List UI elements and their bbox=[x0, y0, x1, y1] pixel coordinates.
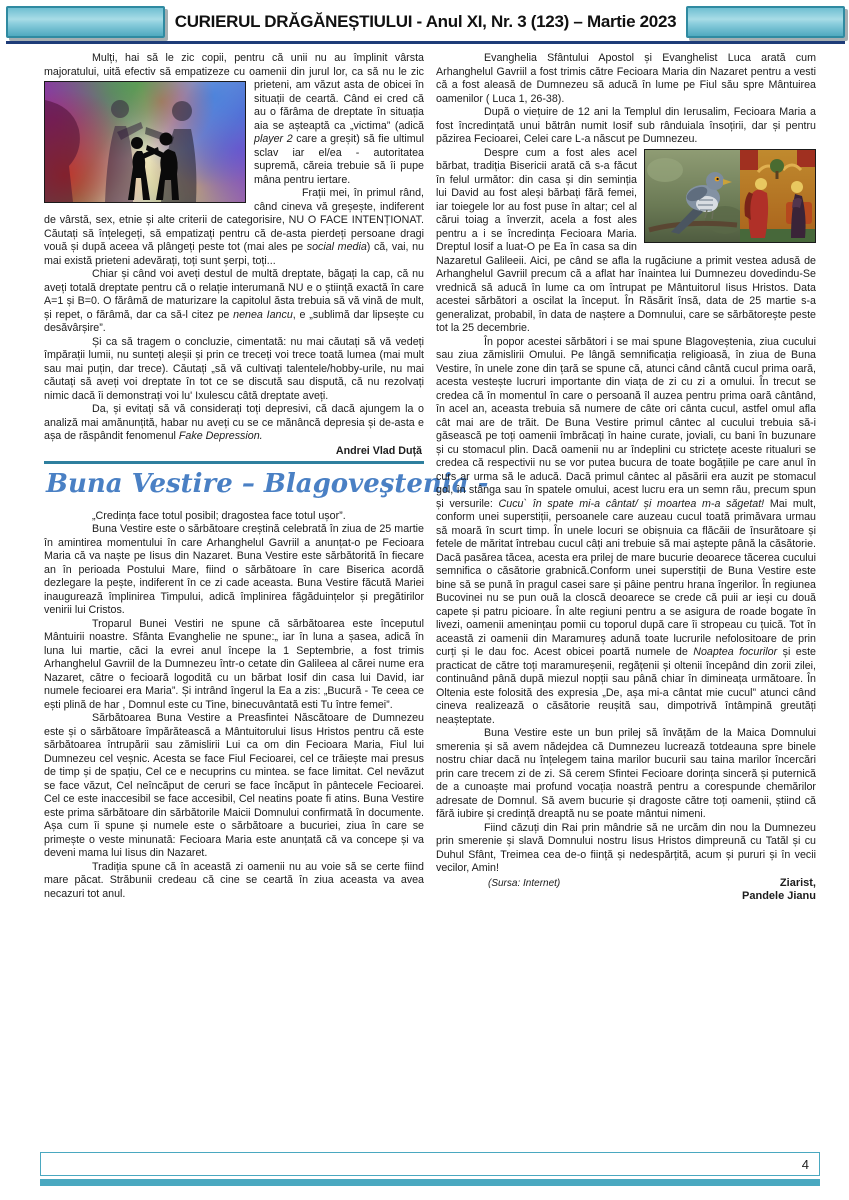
journalist-title: Ziarist, bbox=[779, 876, 816, 889]
left-column bbox=[44, 52, 489, 904]
masthead bbox=[6, 4, 845, 40]
argument-photo bbox=[44, 81, 246, 203]
article-paragraph: După o viețuire de 12 ani la Templul din Ierusalim, Fecioara Maria a fost încredințată unui bătrân numit Iosif sub rânduiala însoțirii, dar și pentru păzirea Fecioarei, Celei care L-a născut pe Dumnezeu. bbox=[436, 106, 816, 145]
signature-row bbox=[436, 877, 816, 891]
article-paragraph: Evanghelia Sfântului Apostol și Evanghelist Luca arată cum Arhanghelul Gavriil a fost trimis către Fecioara Maria din Nazaret pentru a vesti că a fost aleasă de Dumnezeu să aducă în lume pe Fiul său spre Mântuirea oamenilor ( Luca 1, 26-38). bbox=[436, 52, 816, 105]
footer-bar bbox=[40, 1179, 820, 1186]
cuckoo-and-icon-illustration bbox=[645, 150, 815, 242]
article-paragraph: Buna Vestire este un bun prilej să învățăm de la Maica Domnului smerenia și să avem nădejdea că Dumnezeu lucrează totdeauna spre binele nostru chiar dacă nu înțelegem taina marilor bucurii sau taina marilor încercări prin care trecem zi de zi. Să cerem Sfintei Fecioare dorința sinceră și puternică de a cunoaște mai profund vocația noastră pentru a corespunde chemărilor adresate de Domnul. Să avem bucurie și dragoste către toți oamenii, știind că fără iubire și credință dreaptă nu se poate mântui nimeni. bbox=[436, 727, 816, 820]
article-paragraph: Și ca să tragem o concluzie, cimentată: nu mai căutați să vă vedeți împărații lumii, nu sunteți aleșii și prin ce treceți voi trece toată lumea (mai mult sau mai puțin, dar trece). Căutați „să vă cultivați talentele/hobby-urile, nu mai căutați să aveți voi dreptate în tot ce se discută sau dispută, că nu rezolvați nimic dacă îi demonstrați voi lu' Ixulescu câtă dreptate aveți. bbox=[44, 335, 424, 402]
article-quote: „Credința face totul posibil; dragostea face totul ușor”. bbox=[92, 509, 346, 522]
article-paragraph bbox=[44, 52, 424, 187]
paragraph-text: jurul lor, ca să nu le zic prieteni, am văzut asta de obicei în situații de ceartă. Când ei cred că au o fărâma de dreptate în situația aia se așteaptă ca „victima” (adică player 2 care a greșit) să fie ultimul sclav iar el/ea - autoritatea supremă, căreia trebuie să îi pupe mâna pentru iertare. bbox=[254, 65, 424, 186]
section-heading: Buna Vestire – Blagoveştenia - bbox=[46, 469, 489, 499]
article-paragraph: În popor acestei sărbători i se mai spune Blagoveștenia, ziua cucului sau ziua zămislirii Omului. Pe lângă semnificația religioasă, în ziua de Buna Vestire, în unele zone din țară se spune că, atunci când cântă cucul prima oară, acesta vestește lucruri importante din viața de zi cu zi a omului. În trecut se credea că în momentul în care o persoană îl auzea pentru prima oară cântând, în acel an, aceasta trebuia să numere de câte ori cânta cucul, astfel omul afla cât mai are de trăit. De Buna Vestire primul cântec al cucului trebuia să-i găsească pe toți oamenii îmbrăcați în haine curate, joviali, cu bani în buzunare și cu stomacul plin. Dacă oamenii nu ar îndeplini cu strictețe aceste ritualuri se credea că respectivii nu se vor putea bucura de toate bogățiile pe care anul în curs ar urma să le aducă. Dacă primul cântec al păsării era auzit pe stomacul gol, în stânga sau în spatele omului, acest lucru era un semn rău, precum spun și versurile: Cucu` în spate mi-a cântat/ și moartea m-a săgetat! Mai mult, conform unei superstiții, persoanele care auzeau cucul toată primăvara urmau să moară în scurt timp. În unele locuri se obișnuia ca flăcăii de însurătoare și fetele de măritat întrebau cucul câți ani trebuie să mai aștepte până la căsătorie. Dacă pasărea tăcea, acesta era prilej de mare bucurie deoarece tăcerea cucului semnifica o căsătorie grabnică.Conform unei superstiții de Buna Vestire este bine să se pună în pragul casei sare și pâine pentru hrana îngerilor. În regiunea Bucovinei nu se pun ouă la closcă deoarece se crede că puii ar ieși cu două capete și patru picioare. În alte regiuni pentru a se asigura de roade bogate în livezi, oamenii amenințau pomii cu toporul după care îi stropeau cu țuică. Tot în această zi oamenii din Maramureș adună toate lucrurile nefolositoare de prin curți și le dau foc. Acest obicei poartă numele de Noaptea focurilor și este practicat de către toți maramureșenii, regățenii și oltenii începând din zorii zilei, continuând până după miezul nopții sau până chiar în dimineața următoare. În Oltenia este folosită des expresia „De, așa mi-a cântat mie cucul” atunci când cineva realizează o căsătorie reușită sau, dimpotrivă întâmpină greutăți neașteptate. bbox=[436, 335, 816, 726]
article-paragraph bbox=[436, 147, 816, 336]
journalist-name: Pandele Jianu bbox=[742, 890, 816, 902]
header-bar-left bbox=[6, 6, 165, 38]
page-number: 4 bbox=[801, 1156, 809, 1172]
paragraph-text: Despre cum a fost ales acel bărbat, tradiția Bisericii arată că s-a făcut în felul următor: din casa și din seminția lui David au fost aleși bărbați fără femei, iar toiegele lor au fost puse în altar; cel al cărui toiag a înverzit, acela a fost ales pentru a i se încredința Fecioara Maria. Dreptul Iosif a luat-O pe Ea în casa sa din Nazaretul Galileeii. Aici, pe când se afla la rugăciune a primit vestea adusă de Arhanghelul Gavriil precum că a aflat har înaintea lui Dumnezeu dovedindu-Se vrednică să aducă în lume ca om întrupat pe Mântuitorul Iisus Hristos. Data acestei sărbători a oscilat la început. În Răsărit însă, data de 25 martie s-a generalizat, probabil, în data de naștere a Domnului, care se sărbătorește peste tot la 25 decembrie. bbox=[436, 146, 816, 334]
article-paragraph: Chiar și când voi aveți destul de multă dreptate, băgați la cap, că nu aveți totală dreptate pentru că o relație interumană NU e o știință exactă în care A=1 și B=0. O fărâmă de maturizare la capitolul ăsta trebuia să vă vină de mult, și repet, o fărâmă, dar ca să-l citez pe nenea Iancu, e „sublimă dar lipsește cu desăvârșire”. bbox=[44, 268, 424, 334]
article-paragraph: Fiind căzuți din Rai prin mândrie să ne urcăm din nou la Dumnezeu prin smerenie și slavă Domnului nostru Iisus Hristos dimpreună cu Tatăl și cu Duhul Sfânt, Treimea cea de-o ființă și nedespărțită, acum și pururi și în vecii vecilor, Amin! bbox=[436, 821, 816, 874]
section-divider bbox=[44, 461, 424, 464]
newsletter-title: CURIERUL DRĂGĂNEȘTIULUI - Anul XI, Nr. 3 (123) – Martie 2023 bbox=[174, 12, 677, 31]
article-paragraph: Sărbătoarea Buna Vestire a Preasfintei Născătoare de Dumnezeu este și o sărbătoare împărătească a Mântuitorului Iisus Hristos pentru că este sărbătoarea întrupării sau zămislirii Lui ca om din Fecioara Maria, Fiul lui Dumnezeu cel veșnic. Acesta se face Fiul Fecioarei, cel ce trăiește mai presus de timp și de spațiu, Cel ce e necuprins cu mintea. se face limitat. Cel nevăzut se face văzut, Cel neîncăput de ceruri se face încăput în pântecele Fecioarei. Cel ce este inaccesibil se face accesibil, Cel neatins poate fi atins. Buna Vestire este prima sărbătoare din sărbătorile Maicii Domnului confirmată în documente. Așa cum îi spune și numele este o sărbătoare a bucuriei, ziua în care se primește o veste minunată: Fecioara Maria este anunțată că va concepe și va deveni mama lui Iisus din Nazaret. bbox=[44, 712, 424, 859]
article-paragraph: Buna Vestire este o sărbătoare creștină celebrată în ziua de 25 martie în amintirea momentului în care Arhanghelul Gavriil a anunțat-o pe Fecioara Maria că va naște pe Iisus din Nazaret. Buna Vestire este sărbătorită în fiecare an în perioada Postului Mare, fiind o sărbătoare în care Biserica acordă dezlegare la pește, indiferent în ce zi cade aceasta. Buna Vestire făcută Mariei inaugurează împlinirea Timpului, adică împlinirea făgăduințelor și pregătirilor venirii lui Cristos. bbox=[44, 523, 424, 616]
header-rule bbox=[6, 41, 845, 44]
article-paragraph: Da, și evitați să vă considerați toți depresivi, că dacă ajungem la o analiză mai amănunțită, habar nu aveți cu se ce mănâncă depresia și de-asta e așa de răspândit fenomenul Fake Depression. bbox=[44, 403, 424, 442]
article-paragraph: Troparul Bunei Vestiri ne spune că sărbătoarea este începutul Mântuirii noastre. Sfânta Evanghelie ne spune:„ iar în luna a șasea, adică în luna lui martie, căci la evrei anul începe la 1 Septembrie, a fost trimis Arhanghelul Gavriil de la Dumnezeu într-o cetate din Galileea al cărei nume era Nazaret, către o fecioară logodită cu un bărbat Iosif din casa lui David, iar numele fecioarei era Maria”. Și intrând îngerul la Ea a zis: „Bucură - Te ceea ce ești plină de har , Domnul este cu Tine, binecuvântată esti Tu între femei”. bbox=[44, 617, 424, 711]
article-paragraph: Tradiția spune că în această zi oamenii nu au voie să se certe fiind mare păcat. Străbunii credeau că cine se ceartă în ziua aceasta va avea necazuri tot anul. bbox=[44, 860, 424, 900]
author-signature: Andrei Vlad Duță bbox=[335, 444, 422, 457]
right-column bbox=[436, 52, 816, 904]
article-columns bbox=[44, 52, 816, 904]
article-paragraph: Frații mei, în primul rând, când cineva vă greșește, indiferent de vârstă, sex, etnie și alte criterii de categorisire, NU O FACE INTENȚIONAT. Căutați să înțelegeți, să empatizați pentru că de-asta pierdeți persoane dragi vouă și după aceea vă plângeți peste tot (mai ales pe social media) că, vai, nu mai există prieteni adevărați, toți sunt șerpi, toți... bbox=[44, 187, 424, 267]
source-note: (Sursa: Internet) bbox=[488, 877, 561, 889]
paragraph-text: Mulți, hai să le zic copii, pentru că unii nu au împlinit vârsta majoratului, uită efectiv să empatizeze cu oamenii din bbox=[44, 52, 424, 78]
cuckoo-annunciation-photo bbox=[644, 149, 816, 243]
footer-box bbox=[40, 1152, 820, 1176]
header-bar-right bbox=[686, 6, 845, 38]
argument-silhouettes-illustration bbox=[45, 82, 245, 202]
